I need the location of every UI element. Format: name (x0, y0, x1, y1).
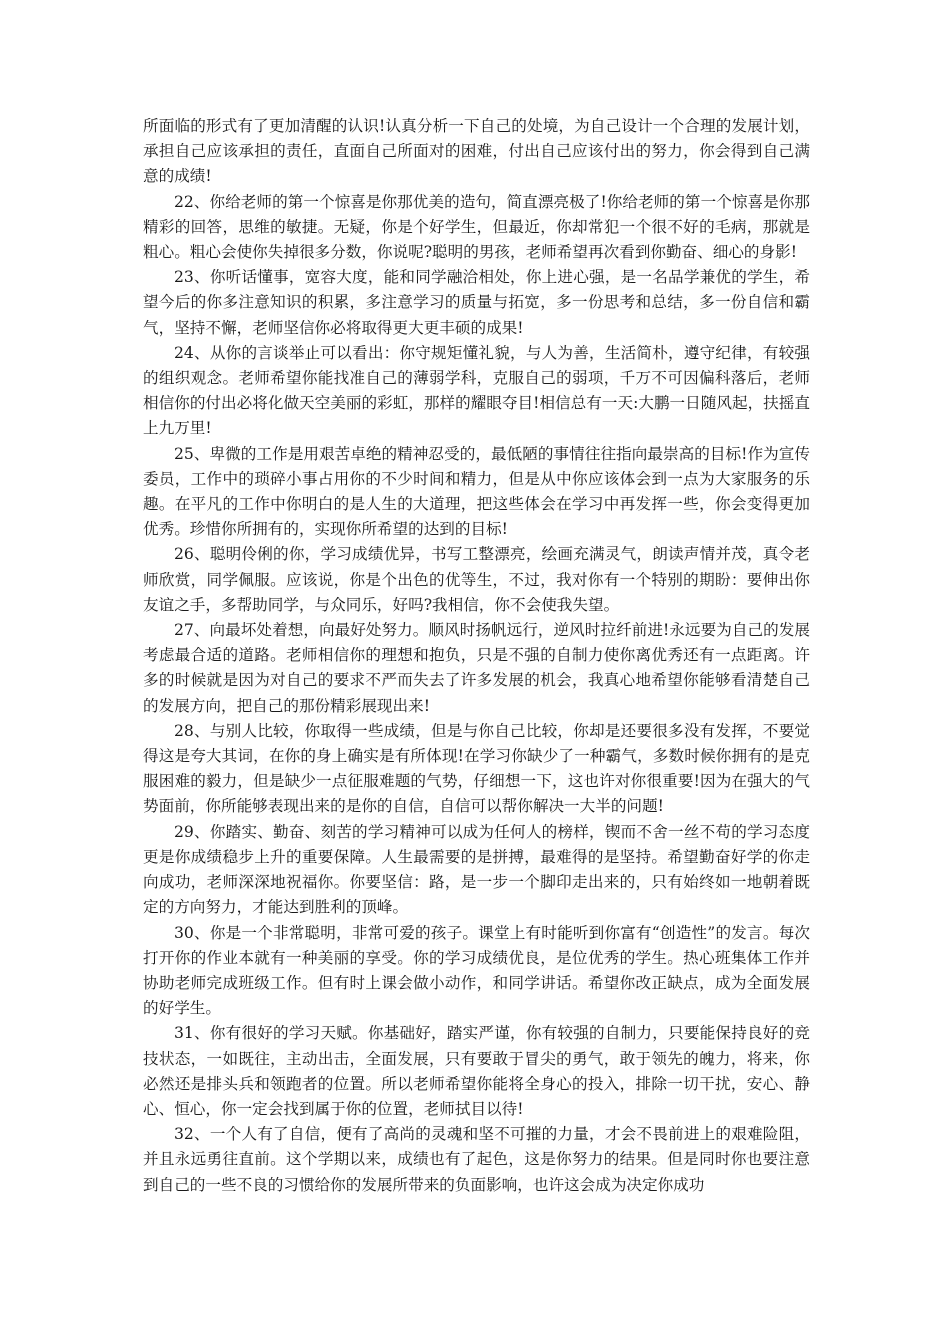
paragraph-22: 22、你给老师的第一个惊喜是你那优美的造句，简直漂亮极了!你给老师的第一个惊喜是你那精彩的回答，思维的敏捷。无疑，你是个好学生，但最近，你却常犯一个很不好的毛病，那就是粗心。粗心会使你失掉很多分数，你说呢?聪明的男孩，老师希望再次看到你勤奋、细心的身影! (143, 192, 810, 262)
paragraph-27: 27、向最坏处着想，向最好处努力。顺风时扬帆远行，逆风时拉纤前进!永远要为自己的发展考虑最合适的道路。老师相信你的理想和抱负，只是不强的自制力使你离优秀还有一点距离。许多的时候就是因为对自己的要求不严而失去了许多发展的机会，我真心地希望你能够看清楚自己的发展方向，把自己的那份精彩展现出来! (143, 621, 810, 715)
paragraph-31: 31、你有很好的学习天赋。你基础好，踏实严谨，你有较强的自制力，只要能保持良好的竞技状态，一如既往，主动出击，全面发展，只有要敢于冒尖的勇气，敢于领先的魄力，将来，你必然还是排头兵和领跑者的位置。所以老师希望你能将全身心的投入，排除一切干扰，安心、静心、恒心，你一定会找到属于你的位置，老师拭目以待! (143, 1024, 810, 1118)
paragraph-continued: 所面临的形式有了更加清醒的认识!认真分析一下自己的处境，为自己设计一个合理的发展计划，承担自己应该承担的责任，直面自己所面对的困难，付出自己应该付出的努力，你会得到自己满意的成绩! (143, 117, 810, 186)
document-body (143, 114, 810, 1198)
paragraph-26: 26、聪明伶俐的你，学习成绩优异，书写工整漂亮，绘画充满灵气，朗读声情并茂，真令老师欣赏，同学佩服。应该说，你是个出色的优等生，不过，我对你有一个特别的期盼：要伸出你友谊之手，多帮助同学，与众同乐，好吗?我相信，你不会使我失望。 (143, 545, 810, 614)
paragraph-28: 28、与别人比较，你取得一些成绩，但是与你自己比较，你却是还要很多没有发挥，不要觉得这是夸大其词，在你的身上确实是有所体现!在学习你缺少了一种霸气，多数时候你拥有的是克服困难的毅力，但是缺少一点征服难题的气势，仔细想一下，这也许对你很重要!因为在强大的气势面前，你所能够表现出来的是你的自信，自信可以帮你解决一大半的问题! (143, 721, 810, 816)
paragraph-30: 30、你是一个非常聪明，非常可爱的孩子。课堂上有时能听到你富有“创造性”的发言。每次打开你的作业本就有一种美丽的享受。你的学习成绩优良，是位优秀的学生。热心班集体工作并协助老师完成班级工作。但有时上课会做小动作，和同学讲话。希望你改正缺点，成为全面发展的好学生。 (143, 923, 810, 1018)
paragraph-32: 32、一个人有了自信，便有了高尚的灵魂和坚不可摧的力量，才会不畏前进上的艰难险阻，并且永远勇往直前。这个学期以来，成绩也有了起色，这是你努力的结果。但是同时你也要注意到自己的一些不良的习惯给你的发展所带来的负面影响，也许这会成为决定你成功 (143, 1125, 810, 1194)
paragraph-29: 29、你踏实、勤奋、刻苦的学习精神可以成为任何人的榜样，锲而不舍一丝不苟的学习态度更是你成绩稳步上升的重要保障。人生最需要的是拼搏，最难得的是坚持。希望勤奋好学的你走向成功，老师深深地祝福你。你要坚信：路，是一步一个脚印走出来的，只有始终如一地朝着既定的方向努力，才能达到胜利的顶峰。 (143, 822, 810, 917)
paragraph-25: 25、卑微的工作是用艰苦卓绝的精神忍受的，最低陋的事情往往指向最崇高的目标!作为宣传委员，工作中的琐碎小事占用你的不少时间和精力，但是从中你应该体会到一点为大家服务的乐趣。在平凡的工作中你明白的是人生的大道理，把这些体会在学习中再发挥一些，你会变得更加优秀。珍惜你所拥有的，实现你所希望的达到的目标! (143, 444, 810, 539)
paragraph-24: 24、从你的言谈举止可以看出：你守规矩懂礼貌，与人为善，生活简朴，遵守纪律，有较强的组织观念。老师希望你能找准自己的薄弱学科，克服自己的弱项，千万不可因偏科落后，老师相信你的付出必将化做天空美丽的彩虹，那样的耀眼夺目!相信总有一天:大鹏一日随风起，扶摇直上九万里! (143, 343, 810, 438)
paragraph-23: 23、你听话懂事，宽容大度，能和同学融洽相处，你上进心强，是一名品学兼优的学生，希望今后的你多注意知识的积累，多注意学习的质量与拓宽，多一份思考和总结，多一份自信和霸气，坚持不懈，老师坚信你必将取得更大更丰硕的成果! (143, 268, 810, 337)
